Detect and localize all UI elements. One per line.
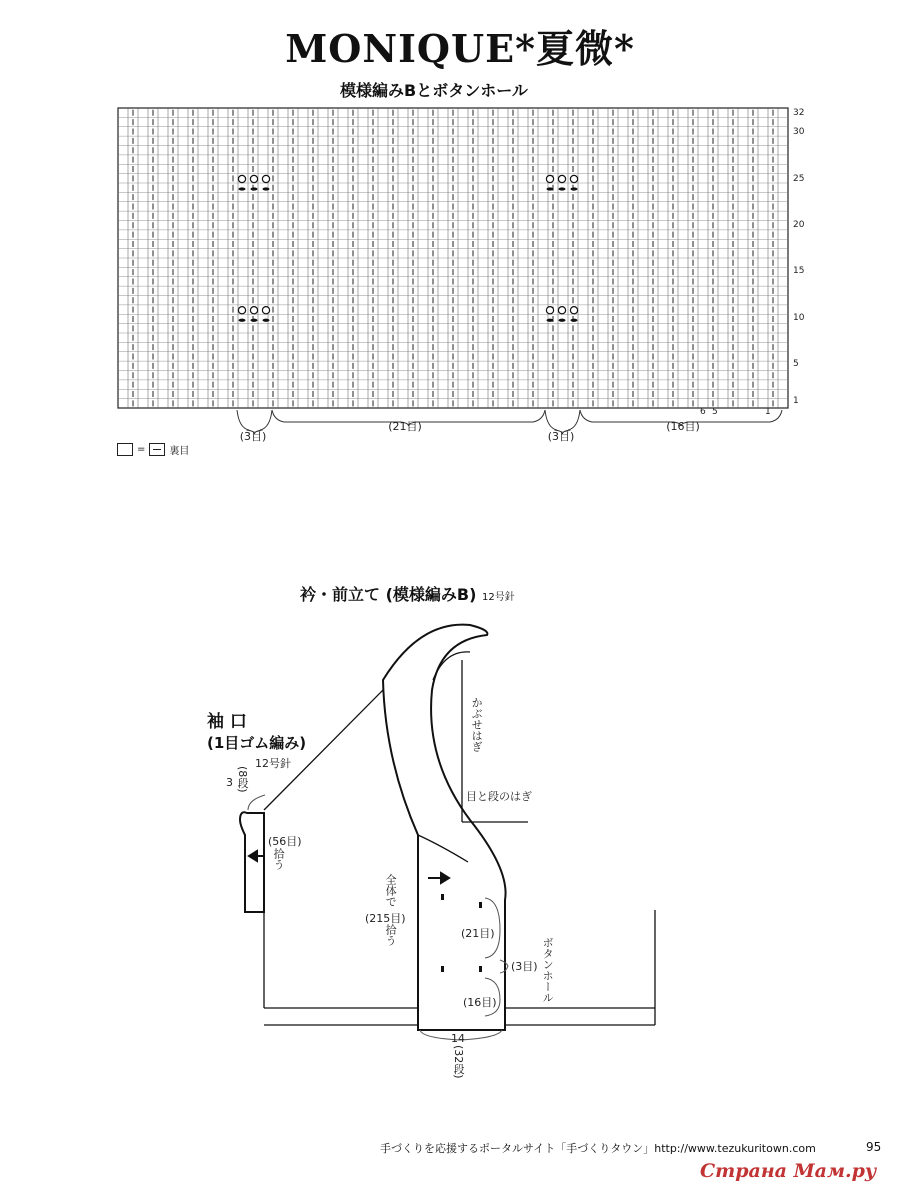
cuff-dim-3: 3	[226, 776, 233, 789]
legend-purl-label: 裏目	[169, 446, 190, 457]
label-me-to-dan: 目と段のはぎ	[466, 790, 532, 803]
row-label-30: 30	[793, 127, 805, 137]
label-kabuse-hagi: かぶせはぎ	[470, 697, 484, 752]
label-21-stitches: (21目)	[461, 927, 495, 940]
cuff-pickup-label: 拾う	[272, 848, 286, 870]
cuff-needle: 12号針	[255, 757, 291, 770]
row-label-1: 1	[793, 396, 799, 406]
page-number: 95	[866, 1140, 882, 1154]
legend-equals: =	[137, 444, 146, 455]
col-label-1: 1	[765, 407, 771, 417]
col-label-5: 5	[712, 407, 718, 417]
collar-needle: 12号針	[482, 592, 515, 603]
label-bottom-14: 14	[451, 1032, 465, 1045]
cuff-subtitle: (1目ゴム編み)	[207, 734, 307, 752]
brace-label-21: (21目)	[388, 420, 422, 433]
row-label-25: 25	[793, 174, 805, 184]
collar-title: 衿・前立て	[300, 585, 381, 604]
collar-title-paren: (模様編みB)	[385, 585, 477, 604]
label-pickup: 拾う	[384, 924, 398, 946]
page-title: MONIQUE*夏微*	[285, 26, 635, 71]
brace-label-3-left: (3目)	[239, 430, 267, 443]
cuff-pickup: (56目)	[268, 835, 302, 848]
footer-text: 手づくりを応援するポータルサイト「手づくりタウン」http://www.tezukuritown.com	[380, 1142, 816, 1155]
row-label-10: 10	[793, 313, 805, 323]
label-zentai-de: 全体で	[384, 874, 398, 907]
row-label-15: 15	[793, 266, 805, 276]
label-16-stitches: (16目)	[463, 996, 497, 1009]
cuff-title: 袖 口	[207, 712, 247, 732]
col-label-6: 6	[700, 407, 706, 417]
brace-label-3-right: (3目)	[547, 430, 575, 443]
label-pickup-215: (215目)	[365, 912, 406, 925]
cuff-rows: (8段)	[236, 766, 250, 793]
row-label-32: 32	[793, 108, 805, 118]
chart-title: 模様編みBとボタンホール	[340, 81, 528, 100]
label-buttonhole: ボタンホール	[541, 937, 555, 1003]
row-label-5: 5	[793, 359, 799, 369]
label-bottom-rows: (32段)	[452, 1045, 466, 1079]
label-3-stitches: (3目)	[511, 960, 538, 973]
row-label-20: 20	[793, 220, 805, 230]
brace-label-16: (16目)	[666, 420, 700, 433]
watermark: Страна Мам.ру	[700, 1160, 877, 1182]
